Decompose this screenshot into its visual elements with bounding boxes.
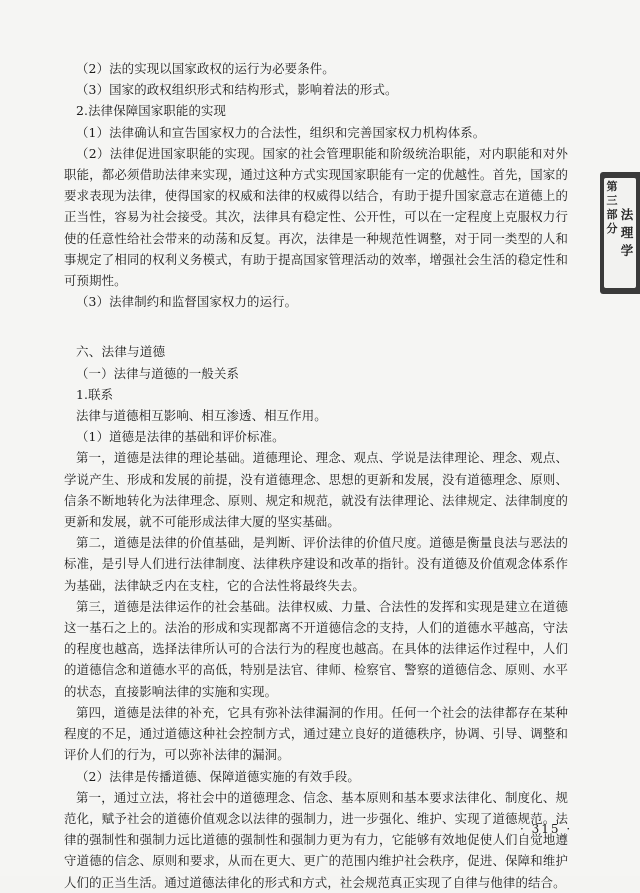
- paragraph-morality-basis: （1）道德是法律的基础和评价标准。: [76, 429, 285, 445]
- side-tab-title-char: 学: [620, 243, 634, 258]
- paragraph-condition: （2）法的实现以国家政权的运行为必要条件。: [76, 61, 335, 76]
- paragraph-legislation: 第一，通过立法，将社会中的道德理念、信念、基本原则和基本要求法律化、制度化、规范化，赋予社会的道德价值观念以法律的强制力，进一步强化、维护、实现了道德规范。法律的强制性和强制力远比道德的强制性和强制力更为有力，它能够有效地促使人们自觉地遵守道德的信念、原则和要求，从而在更大、更广的范围内维护社会秩序，促进、保障和维护人们的正当生活。通过道德法律化的形式和方式，社会规范真正实现了自律与他律的结合。: [64, 789, 568, 890]
- paragraph-promote: （2）法律促进国家职能的实现。国家的社会管理职能和阶级统治职能，对内职能和对外职能，都必须借助法律来实现，通过这种方式实现国家职能有一定的优越性。首先，国家的要求表现为法律，使得国家的权威和法律的权威得以结合，有助于提升国家意志在道德上的正当性，容易为社会接受。其次，法律具有稳定性、公开性，可以在一定程度上克服权力行使的任意性给社会带来的动荡和反复。再次，法律是一种规范性调整，对于同一类型的人和事规定了相同的权利义务模式，有助于提高国家管理活动的效率，增强社会生活的稳定性和可预期性。: [64, 145, 568, 289]
- side-tab-part: [606, 178, 619, 288]
- paragraph-fourth: 第四，道德是法律的补充，它具有弥补法律漏洞的作用。任何一个社会的法律都存在某种程度的不足，通过道德这种社会控制方式，通过建立良好的道德秩序，协调、引导、调整和评价人们的行为，可以弥补法律的漏洞。: [64, 704, 568, 763]
- side-tab-part-char: 分: [606, 222, 618, 235]
- paragraph-interaction: 法律与道德相互影响、相互渗透、相互作用。: [76, 408, 327, 424]
- subheading-connection: 1.联系: [76, 386, 114, 402]
- side-tab-title: [620, 178, 635, 288]
- side-tab-part-char: 部: [606, 208, 618, 221]
- chapter-side-tab: [600, 172, 640, 294]
- paragraph-law-means: （2）法律是传播道德、保障道德实施的有效手段。: [76, 768, 360, 784]
- paragraph-form: （3）国家的政权组织形式和结构形式，影响着法的形式。: [76, 82, 398, 98]
- side-tab-label: [604, 178, 636, 288]
- subsection-heading: （一）法律与道德的一般关系: [76, 365, 240, 381]
- section-heading: 六、法律与道德: [76, 344, 166, 360]
- side-tab-title-char: 理: [620, 225, 634, 240]
- section-gap: [64, 312, 568, 341]
- paragraph-first: 第一，道德是法律的理论基础。道德理论、理念、观点、学说是法律理论、理念、观点、学说产生、形成和发展的前提，没有道德理念、思想的更新和发展，没有道德理念、原则、信条不断地转化为法律理念、原则、规定和规范，就没有法律理论、法律规定、法律制度的更新和发展，就不可能形成法律大厦的坚实基础。: [64, 450, 568, 530]
- side-tab-part-char: 第: [606, 180, 618, 193]
- side-tab-title-char: 法: [620, 207, 634, 222]
- paragraph-restrict: （3）法律制约和监督国家权力的运行。: [76, 294, 298, 310]
- paragraph-third: 第三，道德是法律运作的社会基础。法律权威、力量、合法性的发挥和实现是建立在道德这一基石之上的。法治的形成和实现都离不开道德信念的支持，人们的道德水平越高，守法的程度也越高，选择法律所认可的合法行为的程度也越高。在具体的法律运作过程中，人们的道德信念和道德水平的高低，特别是法官、律师、检察官、警察的道德信念、原则、水平的状态，直接影响法律的实施和实现。: [64, 598, 568, 699]
- page-number: · 315 ·: [520, 822, 573, 836]
- paragraph-confirm: （1）法律确认和宣告国家权力的合法性，组织和完善国家权力机构体系。: [76, 124, 486, 140]
- subheading-guarantee: 2.法律保障国家职能的实现: [76, 103, 227, 119]
- paragraph-second: 第二，道德是法律的价值基础，是判断、评价法律的价值尺度。道德是衡量良法与恶法的标准，是引导人们进行法律制度、法律秩序建设和改革的指针。没有道德及价值观念体系作为基础，法律缺乏内在支柱，它的合法性将最终失去。: [64, 535, 568, 593]
- side-tab-part-char: 三: [606, 194, 618, 207]
- page-body: [64, 58, 568, 893]
